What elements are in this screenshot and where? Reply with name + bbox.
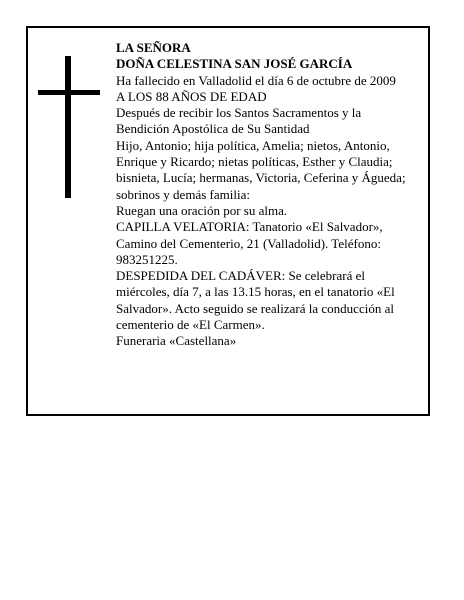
sacraments-text: Después de recibir los Santos Sacramentos y la Bendición Apostólica de Su Santidad	[116, 105, 362, 137]
deceased-name: DOÑA CELESTINA SAN JOSÉ GARCÍA	[116, 56, 353, 72]
notice-title: LA SEÑORA	[116, 40, 191, 55]
farewell-paragraph	[116, 268, 416, 333]
chapel-paragraph	[116, 219, 416, 268]
chapel-label: CAPILLA VELATORIA	[116, 219, 246, 235]
farewell-text: : Se celebrará el miércoles, día 7, a las 13.15 horas, en el tanatorio «El Salvador». Acto seguido se realizará la conducción al cementerio de «El Carmen».	[116, 268, 395, 333]
notice-text	[116, 40, 416, 350]
cross-horizontal-bar	[38, 90, 100, 95]
age-line: A LOS 88 AÑOS DE EDAD	[116, 88, 267, 104]
cross-vertical-bar	[65, 56, 71, 198]
family-text: Hijo, Antonio; hija política, Amelia; nietos, Antonio, Enrique y Ricardo; nietas políticas, Esther y Claudia; bisnieta, Lucía; hermanas, Victoria, Ceferina y Águeda; sobrinos y demás familia:	[116, 137, 406, 202]
farewell-label: DESPEDIDA DEL CADÁVER	[116, 268, 282, 284]
prayer-text: Ruegan una oración por su alma.	[116, 202, 288, 218]
obituary-notice	[26, 26, 430, 416]
death-line: Ha fallecido en Valladolid el día 6 de octubre de 2009	[116, 72, 396, 88]
chapel-text: : Tanatorio «El Salvador», Camino del Cementerio, 21 (Valladolid). Teléfono: 983251225.	[116, 219, 383, 267]
funeral-home: Funeraria «Castellana»	[116, 333, 237, 349]
cross-icon	[38, 56, 100, 198]
